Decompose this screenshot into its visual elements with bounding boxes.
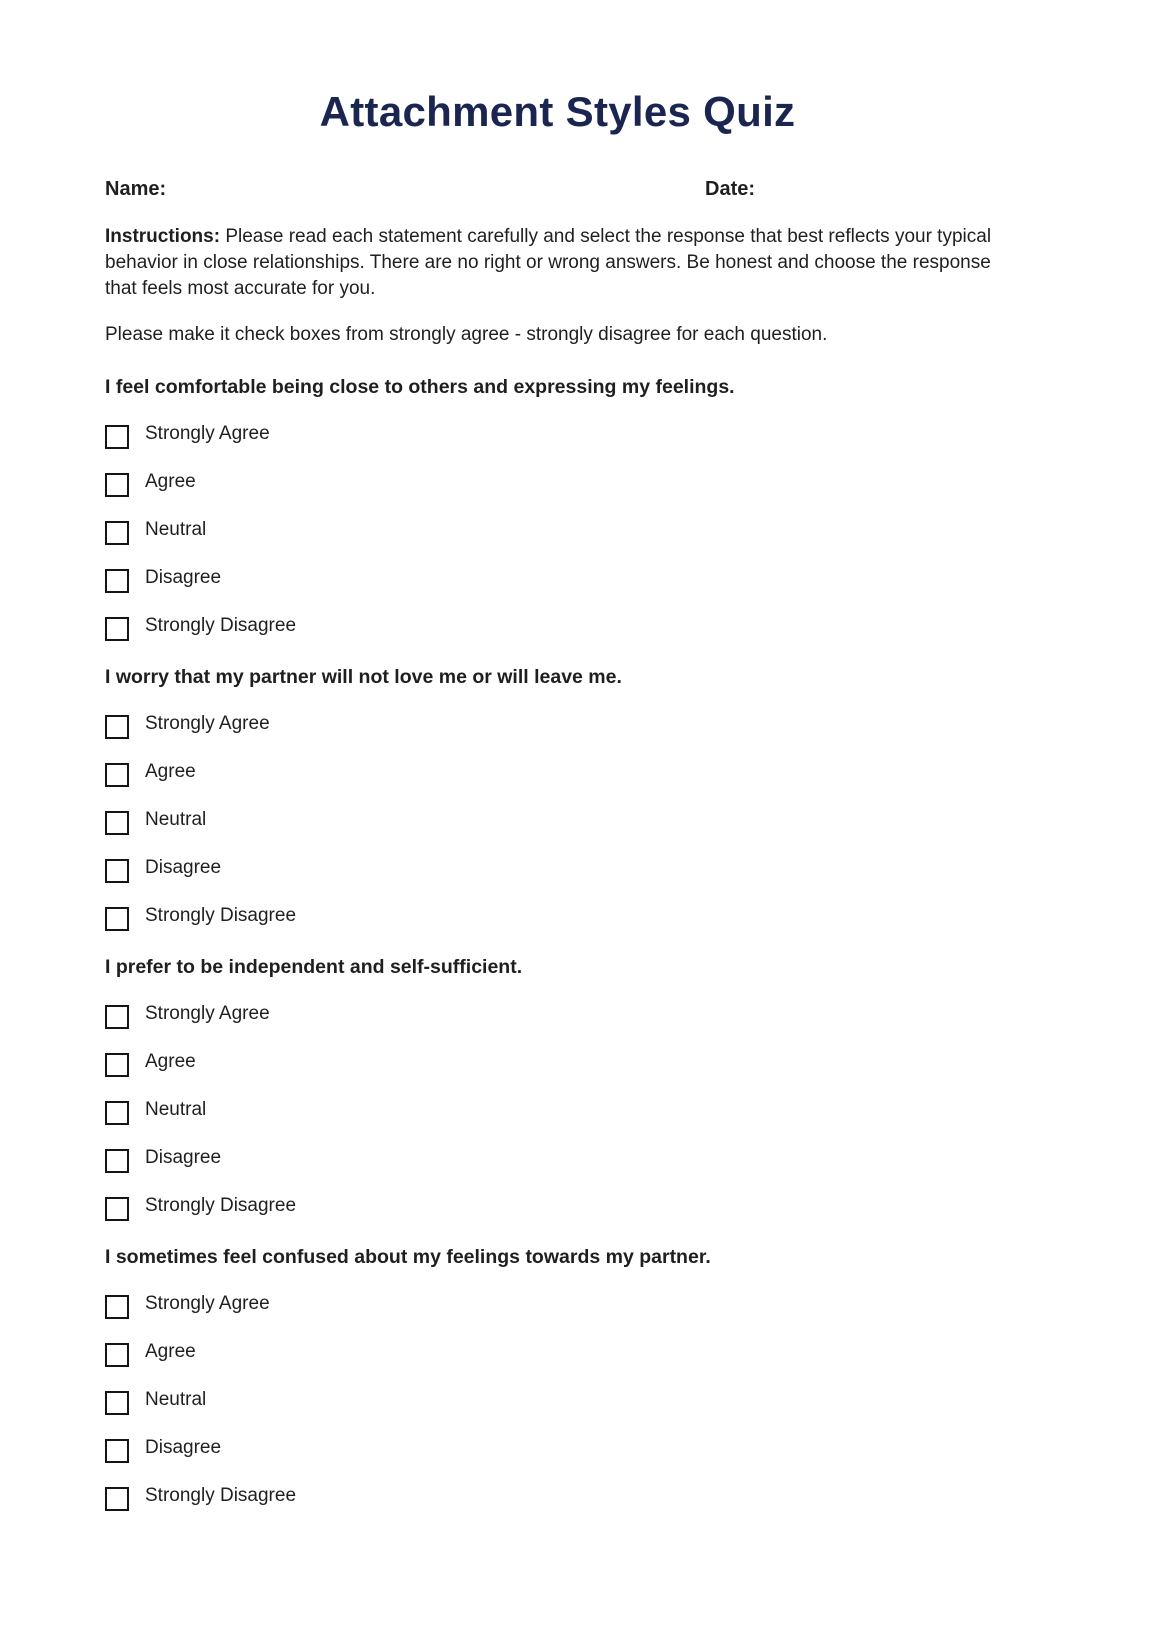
checkbox-strongly-agree[interactable] bbox=[105, 715, 129, 739]
checkbox-disagree[interactable] bbox=[105, 1149, 129, 1173]
question-text: I worry that my partner will not love me or will leave me. bbox=[105, 666, 622, 688]
option-label: Disagree bbox=[145, 567, 222, 588]
option-row[interactable] bbox=[105, 470, 1010, 494]
date-label: Date: bbox=[705, 178, 756, 200]
option-row[interactable] bbox=[105, 808, 1010, 832]
checkbox-disagree[interactable] bbox=[105, 569, 129, 593]
option-label: Strongly Agree bbox=[145, 1003, 270, 1024]
checkbox-neutral[interactable] bbox=[105, 1391, 129, 1415]
question-block bbox=[105, 1244, 1010, 1508]
option-label: Strongly Disagree bbox=[145, 1485, 297, 1506]
option-label: Agree bbox=[145, 471, 196, 492]
option-row[interactable] bbox=[105, 1388, 1010, 1412]
checkbox-strongly-agree[interactable] bbox=[105, 1005, 129, 1029]
option-label: Disagree bbox=[145, 1147, 222, 1168]
question-text: I feel comfortable being close to others and expressing my feelings. bbox=[105, 376, 735, 398]
checkbox-neutral[interactable] bbox=[105, 1101, 129, 1125]
option-row[interactable] bbox=[105, 904, 1010, 928]
checkbox-neutral[interactable] bbox=[105, 521, 129, 545]
option-label: Neutral bbox=[145, 1389, 207, 1410]
option-row[interactable] bbox=[105, 856, 1010, 880]
option-row[interactable] bbox=[105, 1146, 1010, 1170]
checkbox-neutral[interactable] bbox=[105, 811, 129, 835]
option-label: Neutral bbox=[145, 1099, 207, 1120]
option-label: Agree bbox=[145, 1051, 196, 1072]
option-label: Neutral bbox=[145, 519, 207, 540]
checkbox-agree[interactable] bbox=[105, 763, 129, 787]
option-label: Strongly Disagree bbox=[145, 905, 297, 926]
option-row[interactable] bbox=[105, 566, 1010, 590]
option-row[interactable] bbox=[105, 1050, 1010, 1074]
checkbox-strongly-disagree[interactable] bbox=[105, 617, 129, 641]
checkbox-disagree[interactable] bbox=[105, 859, 129, 883]
checkbox-agree[interactable] bbox=[105, 1343, 129, 1367]
option-label: Strongly Agree bbox=[145, 713, 270, 734]
checkbox-strongly-agree[interactable] bbox=[105, 1295, 129, 1319]
meta-row bbox=[105, 178, 1010, 202]
option-label: Neutral bbox=[145, 809, 207, 830]
option-row[interactable] bbox=[105, 1098, 1010, 1122]
option-label: Strongly Disagree bbox=[145, 1195, 297, 1216]
option-label: Strongly Agree bbox=[145, 423, 270, 444]
checkbox-strongly-disagree[interactable] bbox=[105, 1197, 129, 1221]
option-row[interactable] bbox=[105, 1484, 1010, 1508]
note-text: Please make it check boxes from strongly agree - strongly disagree for each question. bbox=[105, 324, 828, 345]
checkbox-disagree[interactable] bbox=[105, 1439, 129, 1463]
checkbox-strongly-disagree[interactable] bbox=[105, 907, 129, 931]
checkbox-strongly-agree[interactable] bbox=[105, 425, 129, 449]
option-row[interactable] bbox=[105, 422, 1010, 446]
option-row[interactable] bbox=[105, 1292, 1010, 1316]
question-text: I sometimes feel confused about my feelings towards my partner. bbox=[105, 1246, 711, 1268]
option-label: Agree bbox=[145, 761, 196, 782]
option-row[interactable] bbox=[105, 760, 1010, 784]
question-text: I prefer to be independent and self-sufficient. bbox=[105, 956, 523, 978]
option-row[interactable] bbox=[105, 712, 1010, 736]
option-label: Strongly Agree bbox=[145, 1293, 270, 1314]
instructions-label: Instructions: bbox=[105, 226, 221, 247]
checkbox-agree[interactable] bbox=[105, 473, 129, 497]
option-row[interactable] bbox=[105, 518, 1010, 542]
instructions-paragraph bbox=[105, 224, 1010, 302]
option-label: Disagree bbox=[145, 1437, 222, 1458]
question-block bbox=[105, 954, 1010, 1218]
question-block bbox=[105, 374, 1010, 638]
option-row[interactable] bbox=[105, 1194, 1010, 1218]
question-block bbox=[105, 664, 1010, 928]
questions bbox=[105, 374, 1010, 1508]
option-row[interactable] bbox=[105, 1436, 1010, 1460]
option-row[interactable] bbox=[105, 614, 1010, 638]
instructions-text: Please read each statement carefully and select the response that best reflects your typical behavior in close relationships. There are no right or wrong answers. Be honest and choose the response that feels most accurate for you. bbox=[105, 226, 992, 299]
checkbox-strongly-disagree[interactable] bbox=[105, 1487, 129, 1511]
option-row[interactable] bbox=[105, 1340, 1010, 1364]
option-label: Strongly Disagree bbox=[145, 615, 297, 636]
option-row[interactable] bbox=[105, 1002, 1010, 1026]
option-label: Agree bbox=[145, 1341, 196, 1362]
page-title: Attachment Styles Quiz bbox=[319, 88, 796, 135]
option-label: Disagree bbox=[145, 857, 222, 878]
checkbox-agree[interactable] bbox=[105, 1053, 129, 1077]
name-label: Name: bbox=[105, 178, 167, 200]
